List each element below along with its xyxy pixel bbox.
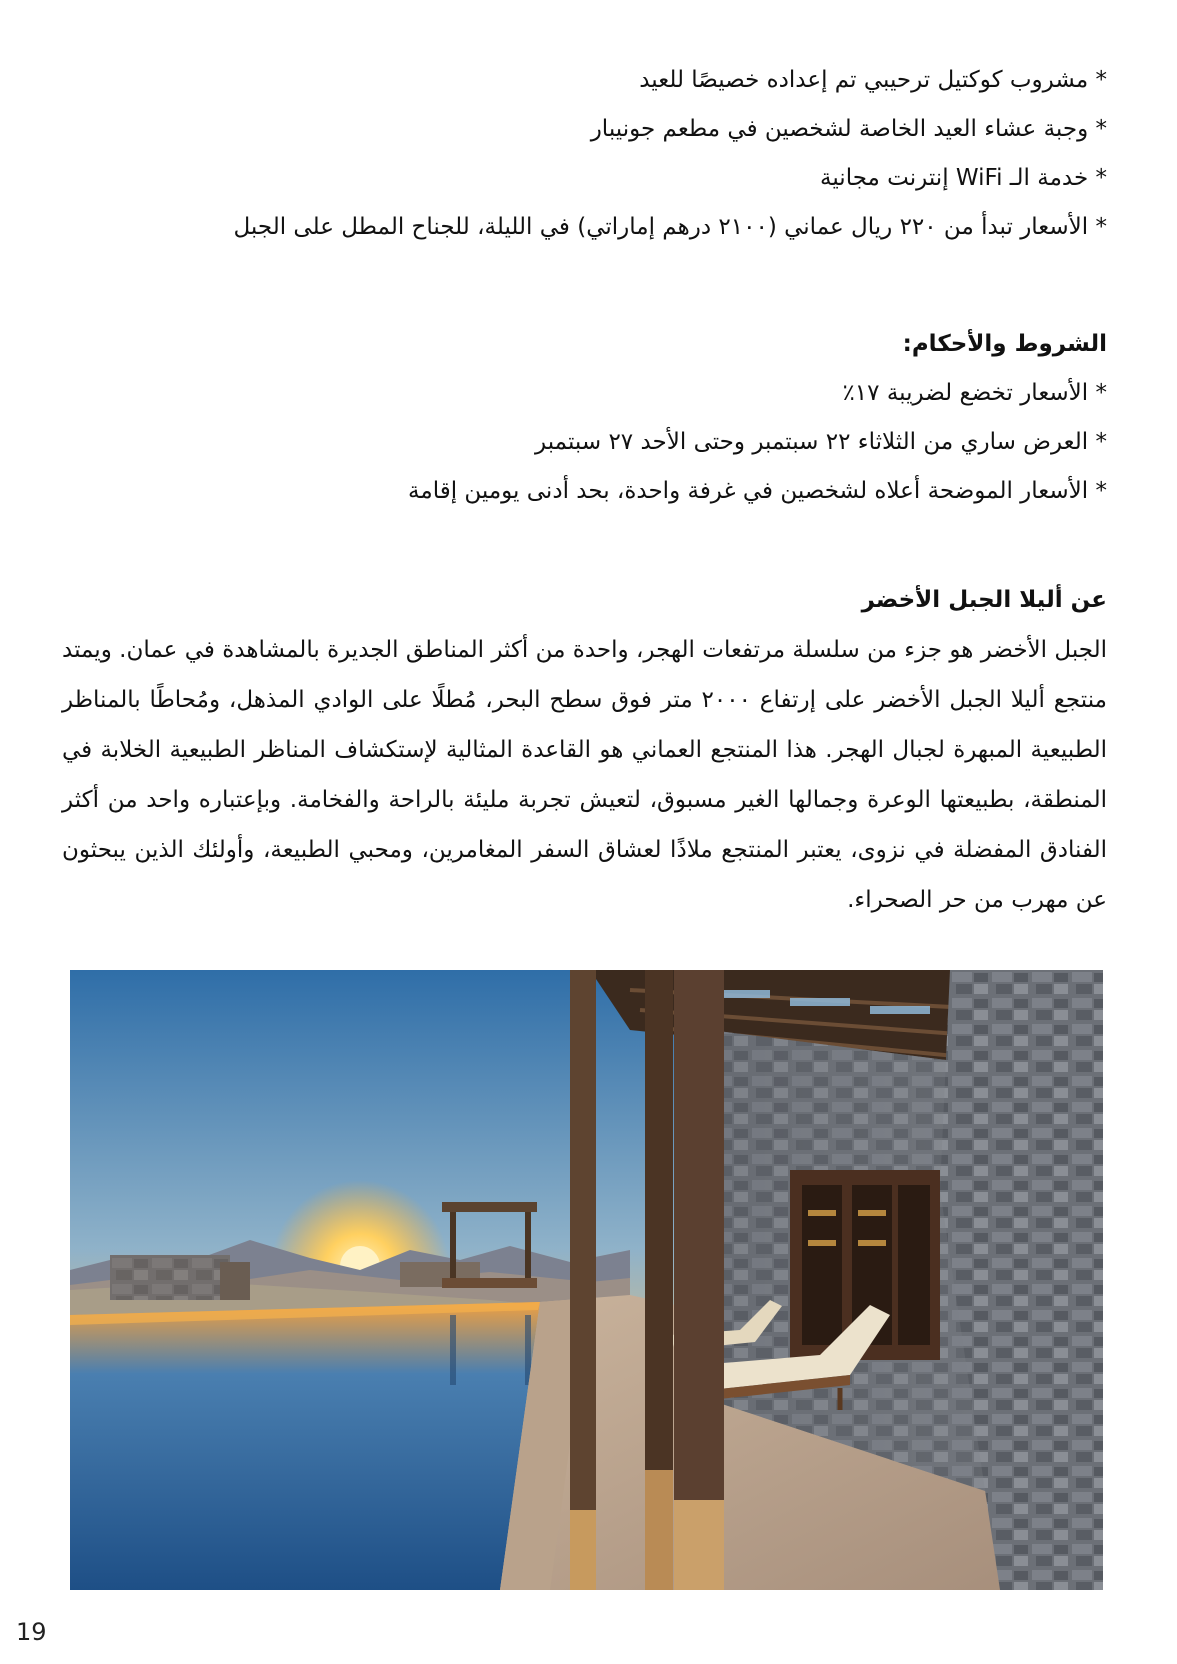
offer-item-dinner: * وجبة عشاء العيد الخاصة لشخصين في مطعم جونيبار <box>590 116 1107 142</box>
terms-item-validity: * العرض ساري من الثلاثاء ٢٢ سبتمبر وحتى الأحد ٢٧ سبتمبر <box>535 429 1107 455</box>
terms-heading: الشروط والأحكام: <box>902 331 1107 357</box>
page-number: 19 <box>16 1618 47 1646</box>
terms-item-occupancy: * الأسعار الموضحة أعلاه لشخصين في غرفة واحدة، بحد أدنى يومين إقامة <box>408 478 1107 504</box>
terms-section <box>62 320 1107 516</box>
offer-item-welcome-drink: * مشروب كوكتيل ترحيبي تم إعداده خصيصًا للعيد <box>639 67 1107 93</box>
offer-item-price: * الأسعار تبدأ من ٢٢٠ ريال عماني (٢١٠٠ درهم إماراتي) في الليلة، للجناح المطل على الجبل <box>233 214 1107 240</box>
terms-item-tax: * الأسعار تخضع لضريبة ١٧٪ <box>842 380 1107 406</box>
offer-list <box>62 56 1107 252</box>
about-section <box>62 576 1107 925</box>
about-paragraph: الجبل الأخضر هو جزء من سلسلة مرتفعات الهجر، واحدة من أكثر المناطق الجديرة بالمشاهدة في عمان. ويمتد منتجع أليلا الجبل الأخضر على إرتفاع ٢٠٠٠ متر فوق سطح البحر، مُطلًا على الوادي المذهل، ومُحاطًا بالمناظر الطبيعية المبهرة لجبال الهجر. هذا المنتجع العماني هو القاعدة المثالية لإستكشاف المناظر الطبيعية الخلابة في المنطقة، بطبيعتها الوعرة وجمالها الغير مسبوق، لتعيش تجربة مليئة بالراحة والفخامة. وبإعتباره واحد من أكثر الفنادق المفضلة في نزوى، يعتبر المنتجع ملاذًا لعشاق السفر المغامرين، ومحبي الطبيعة، وأولئك الذين يبحثون عن مهرب من حر الصحراء. <box>62 637 1107 913</box>
offer-item-wifi: * خدمة الـ WiFi إنترنت مجانية <box>820 165 1107 191</box>
about-heading: عن أليلا الجبل الأخضر <box>861 587 1107 613</box>
resort-photo <box>70 970 1103 1590</box>
